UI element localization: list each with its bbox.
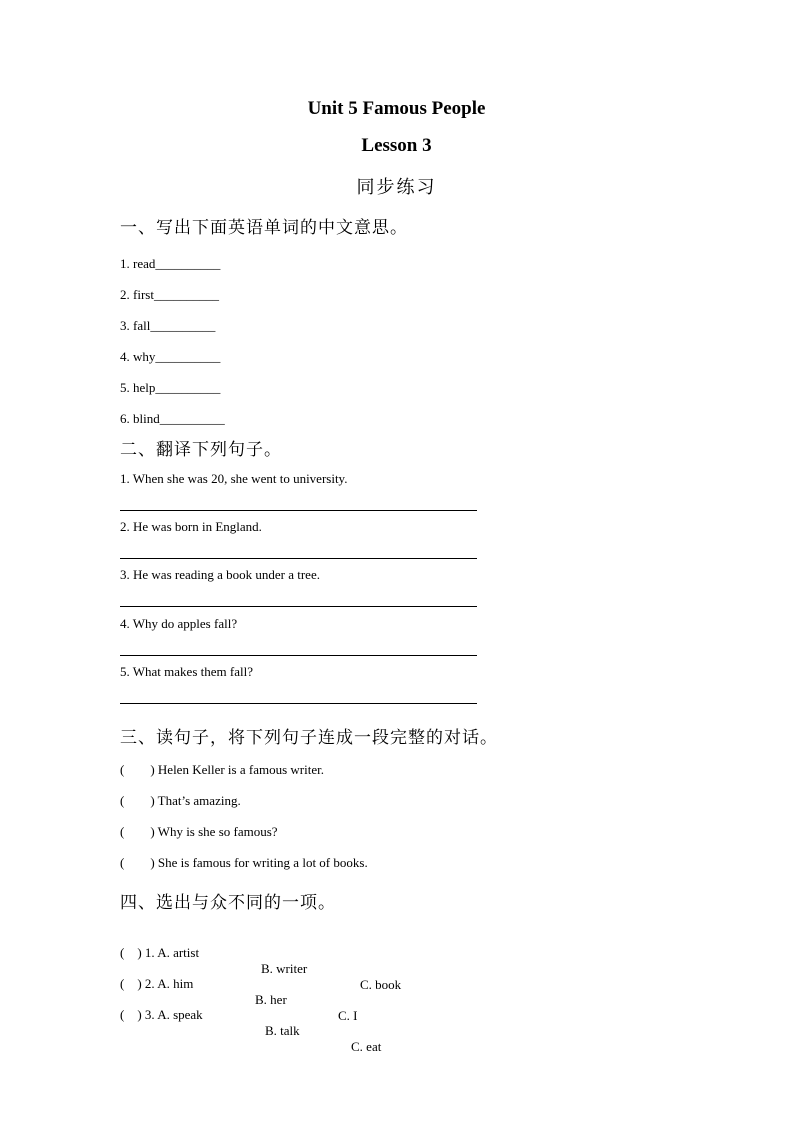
lesson-title: Lesson 3 (361, 135, 432, 156)
section1-heading: 一、写出下面英语单词的中文意思。 (120, 218, 408, 238)
section2-heading: 二、翻译下列句子。 (120, 440, 282, 460)
choice-b: B. talk (265, 1023, 300, 1038)
dialogue-item: ( ) Helen Keller is a famous writer. (120, 762, 324, 777)
word-item: 2. first__________ (120, 287, 219, 302)
sentence-item: 2. He was born in England. (120, 519, 262, 534)
word-item: 1. read__________ (120, 256, 221, 271)
answer-line (120, 655, 477, 656)
word-item: 5. help__________ (120, 380, 221, 395)
page-title: Unit 5 Famous People (307, 98, 486, 119)
choice-c: C. eat (351, 1039, 382, 1054)
dialogue-item: ( ) She is famous for writing a lot of books. (120, 855, 368, 870)
choice-c: C. I (338, 1008, 358, 1023)
choice-c: C. book (360, 977, 402, 992)
answer-line (120, 510, 477, 511)
word-item: 6. blind__________ (120, 411, 225, 426)
dialogue-item: ( ) Why is she so famous? (120, 824, 278, 839)
word-item: 4. why__________ (120, 349, 221, 364)
choice-lead: ( ) 3. A. speak (120, 1007, 203, 1022)
choice-b: B. her (255, 992, 287, 1007)
answer-line (120, 606, 477, 607)
answer-line (120, 703, 477, 704)
choice-lead: ( ) 2. A. him (120, 976, 194, 991)
answer-line (120, 558, 477, 559)
page-subtitle: 同步练习 (356, 177, 437, 198)
sentence-item: 4. Why do apples fall? (120, 616, 238, 631)
dialogue-item: ( ) That’s amazing. (120, 793, 241, 808)
sentence-item: 1. When she was 20, she went to university. (120, 471, 348, 486)
word-item: 3. fall__________ (120, 318, 216, 333)
section4-heading: 四、选出与众不同的一项。 (120, 893, 336, 913)
choice-lead: ( ) 1. A. artist (120, 945, 200, 960)
choice-b: B. writer (261, 961, 308, 976)
section3-heading: 三、读句子，将下列句子连成一段完整的对话。 (120, 728, 498, 748)
sentence-item: 3. He was reading a book under a tree. (120, 567, 320, 582)
sentence-item: 5. What makes them fall? (120, 664, 253, 679)
